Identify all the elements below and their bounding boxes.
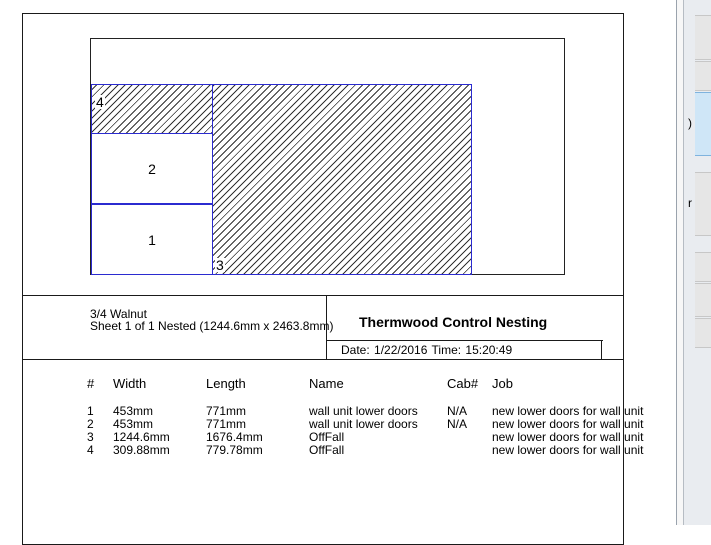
part-label: 1	[148, 231, 156, 248]
panel-text-fragment: r	[688, 196, 692, 210]
row-num: 1	[87, 404, 94, 418]
row-job: new lower doors for wall unit	[492, 404, 644, 418]
row-cab: N/A	[447, 417, 468, 431]
nesting-report-page	[22, 13, 624, 545]
part-1	[91, 204, 213, 275]
row-job: new lower doors for wall unit	[492, 417, 644, 431]
panel-button[interactable]	[695, 15, 711, 60]
row-num: 4	[87, 443, 94, 457]
divider-date	[326, 340, 603, 341]
report-title: Thermwood Control Nesting	[359, 314, 548, 330]
row-length: 771mm	[206, 404, 247, 418]
divider-top	[23, 295, 623, 296]
col-name: Name	[309, 376, 344, 391]
panel-button[interactable]	[695, 283, 711, 317]
col-length: Length	[206, 376, 246, 391]
side-panel	[676, 0, 711, 525]
row-width: 453mm	[113, 404, 154, 418]
row-length: 771mm	[206, 417, 247, 431]
row-width: 1244.6mm	[113, 430, 170, 444]
part-4	[91, 84, 213, 134]
sheet-info: Sheet 1 of 1 Nested (1244.6mm x 2463.8mm)	[90, 319, 334, 333]
panel-button[interactable]	[695, 172, 711, 236]
col-num: #	[87, 376, 95, 391]
row-cab: N/A	[447, 404, 468, 418]
panel-button[interactable]	[695, 318, 711, 348]
row-name: wall unit lower doors	[309, 404, 418, 418]
divider-date-right	[601, 340, 602, 359]
row-num: 2	[87, 417, 94, 431]
part-3	[212, 84, 472, 275]
row-num: 3	[87, 430, 94, 444]
col-cab: Cab#	[447, 376, 479, 391]
nesting-sheet	[90, 38, 565, 275]
row-width: 453mm	[113, 417, 154, 431]
row-job: new lower doors for wall unit	[492, 430, 644, 444]
divider-vertical	[326, 295, 327, 359]
row-name: OffFall	[309, 430, 345, 444]
part-label: 4	[96, 94, 104, 110]
col-job: Job	[492, 376, 513, 391]
col-width: Width	[113, 376, 147, 391]
row-job: new lower doors for wall unit	[492, 443, 644, 457]
row-width: 309.88mm	[113, 443, 170, 457]
row-length: 779.78mm	[206, 443, 263, 457]
date-time: Date: 1/22/2016 Time: 15:20:49	[341, 343, 513, 357]
row-name: wall unit lower doors	[309, 417, 418, 431]
material-label: 3/4 Walnut	[90, 307, 147, 321]
part-2	[91, 133, 213, 204]
part-label: 2	[148, 160, 156, 177]
row-length: 1676.4mm	[206, 430, 263, 444]
divider-bottom	[23, 359, 623, 360]
panel-button[interactable]	[695, 252, 711, 282]
panel-text-fragment: )	[688, 116, 692, 130]
panel-button-selected[interactable]	[695, 92, 711, 156]
row-name: OffFall	[309, 443, 345, 457]
panel-scrollbar[interactable]	[677, 0, 684, 525]
part-label: 3	[216, 257, 224, 273]
panel-button[interactable]	[695, 61, 711, 91]
